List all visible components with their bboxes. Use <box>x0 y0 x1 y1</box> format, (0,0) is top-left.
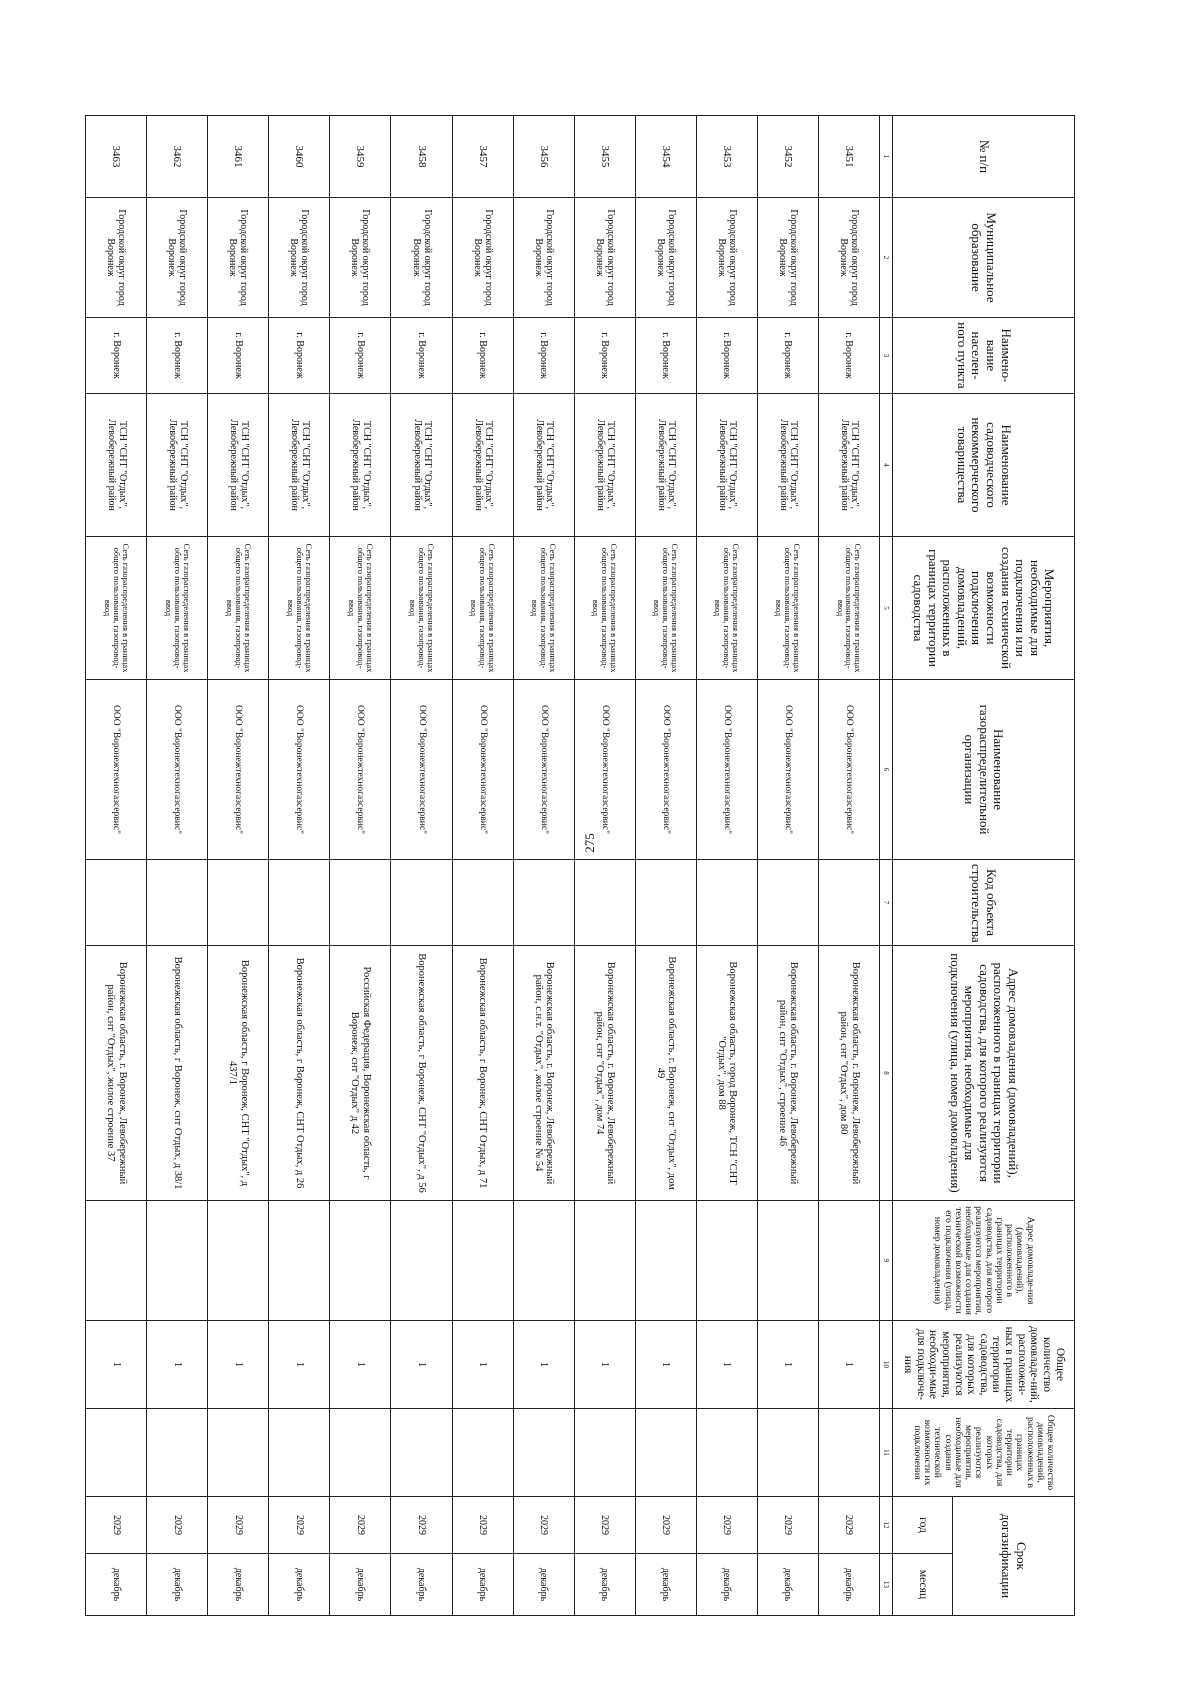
table-row <box>574 116 635 1616</box>
table-row <box>696 116 757 1616</box>
cell-count-tech <box>208 1409 269 1497</box>
cell-address-tech <box>452 1201 513 1321</box>
cell-count-tech <box>818 1409 879 1497</box>
cell-locality: г. Воронеж <box>696 318 757 394</box>
rotated-table-wrapper <box>85 115 1075 1615</box>
cell-address-tech <box>635 1201 696 1321</box>
cell-measures: Сеть газораспределения в границах общего пользования, газопровод-ввод <box>696 537 757 680</box>
header-measures: Мероприятия, необходимые для подключения или создания технической возможности подключения домовладений, расположенных в границах территории садоводства <box>893 537 1075 680</box>
cell-address-tech <box>757 1201 818 1321</box>
cell-partnership: ТСН "СНТ "Отдых", Левобережный район <box>86 394 147 537</box>
cell-address-tech <box>391 1201 452 1321</box>
cell-object-code <box>147 860 208 946</box>
cell-year: 2029 <box>513 1497 574 1554</box>
cell-address: Воронежская область, г Воронеж, снт Отдых, д 38/1 <box>147 946 208 1201</box>
header-month: месяц <box>893 1554 953 1616</box>
cell-year: 2029 <box>86 1497 147 1554</box>
cell-measures: Сеть газораспределения в границах общего пользования, газопровод-ввод <box>269 537 330 680</box>
cell-count-tech <box>330 1409 391 1497</box>
cell-year: 2029 <box>574 1497 635 1554</box>
cell-object-code <box>330 860 391 946</box>
cell-object-code <box>757 860 818 946</box>
table-row <box>818 116 879 1616</box>
cell-count-connect: 1 <box>513 1321 574 1409</box>
header-count-tech: Общее количество домовладений, расположенных в границах территории садоводства, для которых реализуются мероприятия, необходимые для создания технической возможности их подключения <box>893 1409 1075 1497</box>
cell-year: 2029 <box>391 1497 452 1554</box>
cell-gas-org: ООО "Воронежтехногазсервис" <box>147 680 208 860</box>
column-number: 6 <box>880 680 893 860</box>
cell-locality: г. Воронеж <box>391 318 452 394</box>
cell-count-tech <box>86 1409 147 1497</box>
table-row <box>757 116 818 1616</box>
column-number: 13 <box>880 1554 893 1616</box>
column-number: 1 <box>880 116 893 198</box>
column-number: 2 <box>880 198 893 318</box>
cell-year: 2029 <box>452 1497 513 1554</box>
cell-count-connect: 1 <box>452 1321 513 1409</box>
cell-object-code <box>696 860 757 946</box>
cell-partnership: ТСН "СНТ "Отдых", Левобережный район <box>696 394 757 537</box>
table-row <box>269 116 330 1616</box>
cell-municipality: Городской округ город Воронеж <box>574 198 635 318</box>
cell-locality: г. Воронеж <box>269 318 330 394</box>
cell-no: 3451 <box>818 116 879 198</box>
cell-object-code <box>208 860 269 946</box>
cell-gas-org: ООО "Воронежтехногазсервис" <box>574 680 635 860</box>
cell-no: 3456 <box>513 116 574 198</box>
cell-count-tech <box>635 1409 696 1497</box>
column-number: 4 <box>880 394 893 537</box>
cell-year: 2029 <box>269 1497 330 1554</box>
cell-count-tech <box>452 1409 513 1497</box>
cell-address: Воронежская область, город Воронеж, ТСН "СНТ "Отдых", дом 88 <box>696 946 757 1201</box>
cell-address-tech <box>147 1201 208 1321</box>
cell-locality: г. Воронеж <box>452 318 513 394</box>
cell-measures: Сеть газораспределения в границах общего пользования, газопровод-ввод <box>147 537 208 680</box>
cell-measures: Сеть газораспределения в границах общего пользования, газопровод-ввод <box>208 537 269 680</box>
cell-month: декабрь <box>513 1554 574 1616</box>
cell-measures: Сеть газораспределения в границах общего пользования, газопровод-ввод <box>757 537 818 680</box>
cell-object-code <box>86 860 147 946</box>
cell-gas-org: ООО "Воронежтехногазсервис" <box>635 680 696 860</box>
header-address-tech: Адрес домовладе-ния (домовладений), расположенного в границах территории садоводства, для которого реализуются мероприятия, необходимые для создания технической возможности его подключения (улица, номер домовладения) <box>893 1201 1075 1321</box>
cell-measures: Сеть газораспределения в границах общего пользования, газопровод-ввод <box>452 537 513 680</box>
cell-count-tech <box>391 1409 452 1497</box>
cell-municipality: Городской округ город Воронеж <box>147 198 208 318</box>
cell-address: Воронежская область, г Воронеж, СНТ "Отдых", д 437/1 <box>208 946 269 1201</box>
cell-count-connect: 1 <box>696 1321 757 1409</box>
cell-municipality: Городской округ город Воронеж <box>269 198 330 318</box>
cell-month: декабрь <box>452 1554 513 1616</box>
cell-address: Воронежская область, г. Воронеж, снт "Отдых", дом 49 <box>635 946 696 1201</box>
column-number: 7 <box>880 860 893 946</box>
header-gas-org: Наименование газораспределительной организации <box>893 680 1075 860</box>
cell-month: декабрь <box>147 1554 208 1616</box>
cell-no: 3458 <box>391 116 452 198</box>
cell-no: 3454 <box>635 116 696 198</box>
cell-gas-org: ООО "Воронежтехногазсервис" <box>330 680 391 860</box>
cell-address: Воронежская область, г Воронеж, СНТ Отдых, д 71 <box>452 946 513 1201</box>
cell-municipality: Городской округ город Воронеж <box>635 198 696 318</box>
column-number: 12 <box>880 1497 893 1554</box>
cell-partnership: ТСН "СНТ "Отдых", Левобережный район <box>513 394 574 537</box>
cell-municipality: Городской округ город Воронеж <box>818 198 879 318</box>
cell-month: декабрь <box>208 1554 269 1616</box>
cell-address-tech <box>86 1201 147 1321</box>
cell-gas-org: ООО "Воронежтехногазсервис" <box>452 680 513 860</box>
cell-count-connect: 1 <box>818 1321 879 1409</box>
cell-object-code <box>391 860 452 946</box>
cell-partnership: ТСН "СНТ "Отдых", Левобережный район <box>269 394 330 537</box>
cell-measures: Сеть газораспределения в границах общего пользования, газопровод-ввод <box>86 537 147 680</box>
cell-partnership: ТСН "СНТ "Отдых", Левобережный район <box>818 394 879 537</box>
cell-locality: г. Воронеж <box>208 318 269 394</box>
header-object-code: Код объекта строительства <box>893 860 1075 946</box>
cell-no: 3459 <box>330 116 391 198</box>
header-address: Адрес домовладения (домовладений), расположенного в границах территории садоводства, для которого реализуются мероприятия, необходимые для подключения (улица, номер домовладения) <box>893 946 1075 1201</box>
cell-address-tech <box>330 1201 391 1321</box>
cell-locality: г. Воронеж <box>574 318 635 394</box>
cell-year: 2029 <box>818 1497 879 1554</box>
cell-gas-org: ООО "Воронежтехногазсервис" <box>208 680 269 860</box>
cell-measures: Сеть газораспределения в границах общего пользования, газопровод-ввод <box>635 537 696 680</box>
cell-address-tech <box>269 1201 330 1321</box>
cell-year: 2029 <box>635 1497 696 1554</box>
table-row <box>391 116 452 1616</box>
cell-count-tech <box>574 1409 635 1497</box>
cell-partnership: ТСН "СНТ "Отдых", Левобережный район <box>147 394 208 537</box>
cell-count-connect: 1 <box>86 1321 147 1409</box>
cell-year: 2029 <box>330 1497 391 1554</box>
column-number: 10 <box>880 1321 893 1409</box>
cell-municipality: Городской округ город Воронеж <box>208 198 269 318</box>
cell-gas-org: ООО "Воронежтехногазсервис" <box>818 680 879 860</box>
column-number: 9 <box>880 1201 893 1321</box>
cell-month: декабрь <box>574 1554 635 1616</box>
cell-gas-org: ООО "Воронежтехногазсервис" <box>86 680 147 860</box>
cell-address-tech <box>696 1201 757 1321</box>
cell-month: декабрь <box>86 1554 147 1616</box>
cell-count-tech <box>513 1409 574 1497</box>
header-locality: Наимено-вание населен-ного пункта <box>893 318 1075 394</box>
cell-count-connect: 1 <box>391 1321 452 1409</box>
column-number: 8 <box>880 946 893 1201</box>
table-row <box>635 116 696 1616</box>
cell-year: 2029 <box>147 1497 208 1554</box>
cell-address: Воронежская область, г Воронеж, СНТ Отдых, д 26 <box>269 946 330 1201</box>
column-number: 3 <box>880 318 893 394</box>
cell-measures: Сеть газораспределения в границах общего пользования, газопровод-ввод <box>391 537 452 680</box>
cell-locality: г. Воронеж <box>513 318 574 394</box>
cell-no: 3452 <box>757 116 818 198</box>
table-row <box>513 116 574 1616</box>
cell-locality: г. Воронеж <box>330 318 391 394</box>
cell-measures: Сеть газораспределения в границах общего пользования, газопровод-ввод <box>818 537 879 680</box>
column-number: 11 <box>880 1409 893 1497</box>
table-row <box>330 116 391 1616</box>
header-no: № п/п <box>893 116 1075 198</box>
cell-locality: г. Воронеж <box>757 318 818 394</box>
header-deadline: Срок догазификации <box>953 1497 1075 1616</box>
cell-count-connect: 1 <box>269 1321 330 1409</box>
cell-partnership: ТСН "СНТ "Отдых", Левобережный район <box>330 394 391 537</box>
cell-count-connect: 1 <box>574 1321 635 1409</box>
cell-gas-org: ООО "Воронежтехногазсервис" <box>513 680 574 860</box>
page-number: 275 <box>582 833 597 853</box>
table-body <box>86 116 880 1616</box>
cell-count-tech <box>757 1409 818 1497</box>
cell-address: Воронежская область, г. Воронеж, Левобережный район, снт "Отдых", жилое строение 37 <box>86 946 147 1201</box>
cell-partnership: ТСН "СНТ "Отдых", Левобережный район <box>208 394 269 537</box>
cell-municipality: Городской округ город Воронеж <box>696 198 757 318</box>
cell-partnership: ТСН "СНТ "Отдых", Левобережный район <box>391 394 452 537</box>
cell-count-tech <box>269 1409 330 1497</box>
header-count-connect: Общее количество домовладе-ний, расположен-ных в границах территории садоводства, для которых реализуются мероприятия, необходи-мые для подключе-ния <box>893 1321 1075 1409</box>
cell-object-code <box>269 860 330 946</box>
header-partnership: Наименование садоводческого некоммерческого товарищества <box>893 394 1075 537</box>
cell-address: Российская Федерация, Воронежская область, г Воронеж, снт "Отдых" д 42 <box>330 946 391 1201</box>
cell-locality: г. Воронеж <box>147 318 208 394</box>
header-year: год <box>893 1497 953 1554</box>
cell-address: Воронежская область, г. Воронеж, Левобережный район, снт "Отдых", строение 46 <box>757 946 818 1201</box>
cell-year: 2029 <box>696 1497 757 1554</box>
cell-municipality: Городской округ город Воронеж <box>391 198 452 318</box>
cell-municipality: Городской округ город Воронеж <box>452 198 513 318</box>
cell-count-connect: 1 <box>147 1321 208 1409</box>
cell-gas-org: ООО "Воронежтехногазсервис" <box>696 680 757 860</box>
cell-month: декабрь <box>269 1554 330 1616</box>
cell-gas-org: ООО "Воронежтехногазсервис" <box>757 680 818 860</box>
cell-count-connect: 1 <box>635 1321 696 1409</box>
cell-count-connect: 1 <box>208 1321 269 1409</box>
column-number: 5 <box>880 537 893 680</box>
cell-partnership: ТСН "СНТ "Отдых", Левобережный район <box>757 394 818 537</box>
cell-no: 3463 <box>86 116 147 198</box>
cell-object-code <box>818 860 879 946</box>
cell-object-code <box>635 860 696 946</box>
cell-locality: г. Воронеж <box>635 318 696 394</box>
cell-no: 3461 <box>208 116 269 198</box>
cell-month: декабрь <box>757 1554 818 1616</box>
cell-measures: Сеть газораспределения в границах общего пользования, газопровод-ввод <box>574 537 635 680</box>
cell-municipality: Городской округ город Воронеж <box>513 198 574 318</box>
cell-object-code <box>452 860 513 946</box>
cell-partnership: ТСН "СНТ "Отдых", Левобережный район <box>574 394 635 537</box>
cell-measures: Сеть газораспределения в границах общего пользования, газопровод-ввод <box>513 537 574 680</box>
cell-count-tech <box>147 1409 208 1497</box>
header-municipality: Муниципальное образование <box>893 198 1075 318</box>
table-row <box>86 116 147 1616</box>
cell-month: декабрь <box>696 1554 757 1616</box>
cell-partnership: ТСН "СНТ "Отдых", Левобережный район <box>635 394 696 537</box>
cell-month: декабрь <box>818 1554 879 1616</box>
cell-object-code <box>513 860 574 946</box>
cell-count-connect: 1 <box>757 1321 818 1409</box>
cell-no: 3455 <box>574 116 635 198</box>
cell-address-tech <box>208 1201 269 1321</box>
gasification-table <box>85 115 1075 1616</box>
cell-locality: г. Воронеж <box>86 318 147 394</box>
cell-gas-org: ООО "Воронежтехногазсервис" <box>269 680 330 860</box>
cell-municipality: Городской округ город Воронеж <box>330 198 391 318</box>
cell-count-tech <box>696 1409 757 1497</box>
cell-year: 2029 <box>208 1497 269 1554</box>
cell-no: 3462 <box>147 116 208 198</box>
cell-month: декабрь <box>330 1554 391 1616</box>
cell-address-tech <box>818 1201 879 1321</box>
cell-measures: Сеть газораспределения в границах общего пользования, газопровод-ввод <box>330 537 391 680</box>
cell-address: Воронежская область, г. Воронеж, Левобережный район, снт "Отдых", дом 74 <box>574 946 635 1201</box>
cell-no: 3453 <box>696 116 757 198</box>
cell-address-tech <box>574 1201 635 1321</box>
cell-address: Воронежская область, г Воронеж, СНТ "Отдых", д 56 <box>391 946 452 1201</box>
table-row <box>147 116 208 1616</box>
cell-locality: г. Воронеж <box>818 318 879 394</box>
cell-month: декабрь <box>391 1554 452 1616</box>
cell-year: 2029 <box>757 1497 818 1554</box>
cell-municipality: Городской округ город Воронеж <box>86 198 147 318</box>
cell-partnership: ТСН "СНТ "Отдых", Левобережный район <box>452 394 513 537</box>
cell-month: декабрь <box>635 1554 696 1616</box>
table-row <box>208 116 269 1616</box>
cell-no: 3457 <box>452 116 513 198</box>
cell-no: 3460 <box>269 116 330 198</box>
cell-address-tech <box>513 1201 574 1321</box>
cell-count-connect: 1 <box>330 1321 391 1409</box>
cell-address: Воронежская область, г. Воронеж, Левобережный район, снт "Отдых", дом 80 <box>818 946 879 1201</box>
cell-municipality: Городской округ город Воронеж <box>757 198 818 318</box>
cell-address: Воронежская область, г. Воронеж, Левобережный район, с.н.т. "Отдых", жилое строение № 54 <box>513 946 574 1201</box>
cell-gas-org: ООО "Воронежтехногазсервис" <box>391 680 452 860</box>
cell-object-code <box>574 860 635 946</box>
table-row <box>452 116 513 1616</box>
